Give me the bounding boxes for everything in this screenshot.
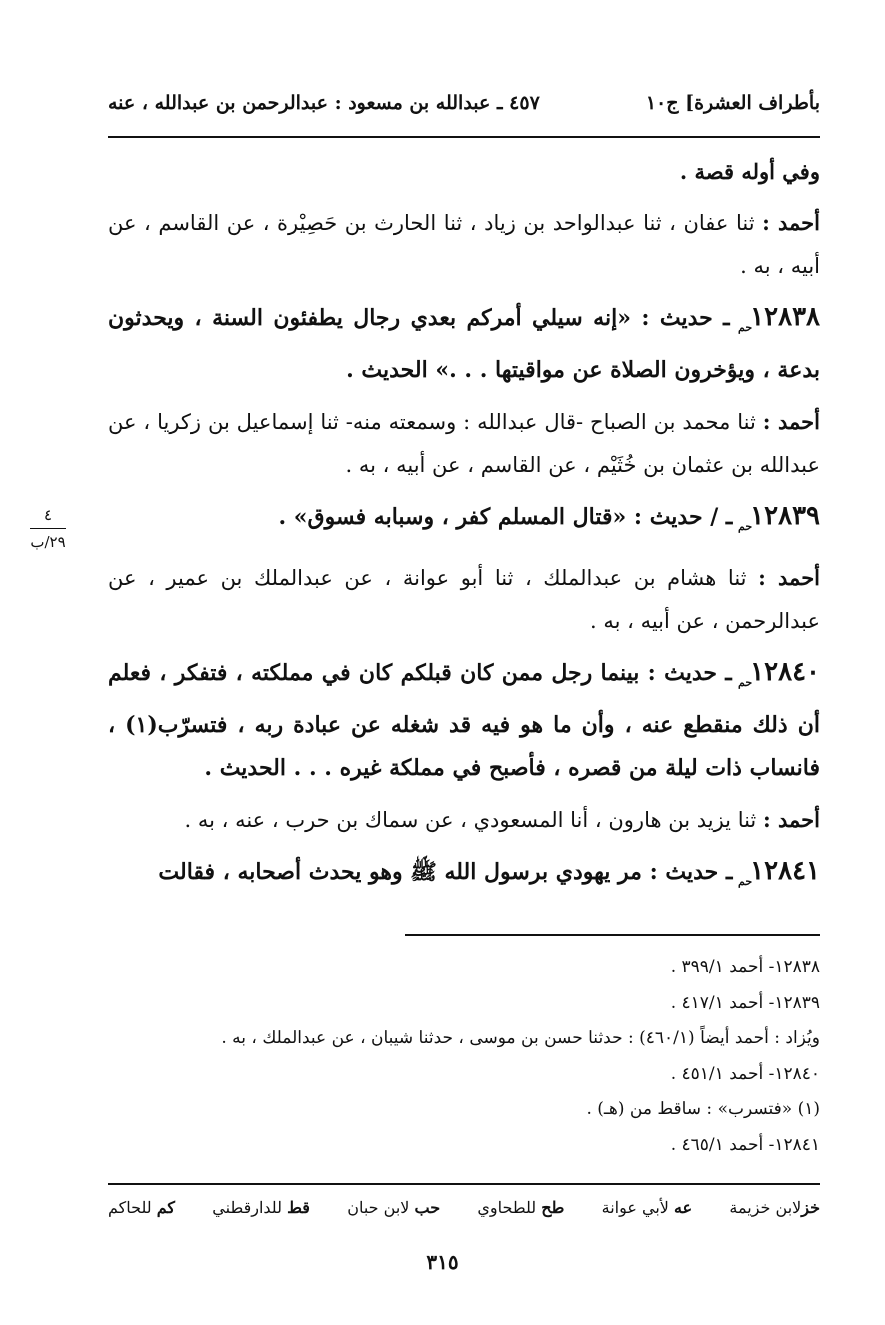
hadith-number: ١٢٨٣٩ bbox=[750, 501, 820, 531]
header-chapter-title: ٤٥٧ ـ عبدالله بن مسعود : عبدالرحمن بن عبدالله ، عنه bbox=[108, 92, 540, 114]
footnote-line: ١٢٨٣٨- أحمد ٣٩٩/١ . bbox=[670, 957, 820, 977]
hadith-12841 bbox=[108, 850, 820, 903]
footnote-line: ١٢٨٤١- أحمد ٤٦٥/١ . bbox=[670, 1134, 820, 1155]
narrator-label: أحمد : bbox=[762, 409, 820, 434]
margin-fraction-bar bbox=[30, 528, 66, 529]
abbreviation-name: لابن خزيمة bbox=[729, 1197, 802, 1217]
header-divider bbox=[108, 136, 820, 138]
isnad-text: ثنا محمد بن الصباح -قال عبدالله : وسمعته منه- ثنا إسماعيل بن زكريا ، عن عبدالله بن عثمان بن خُثَيْم ، عن القاسم ، عن أبيه ، به . bbox=[108, 410, 820, 477]
header-volume-title: بأطراف العشرة] ج١٠ bbox=[645, 92, 820, 114]
narrator-label: أحمد : bbox=[758, 565, 821, 590]
abbreviation-code: كم bbox=[156, 1197, 175, 1217]
abbreviation-code: حب bbox=[414, 1197, 441, 1217]
main-text bbox=[108, 150, 820, 911]
paragraph-isnad-1 bbox=[108, 201, 820, 288]
footnote-divider bbox=[405, 934, 820, 936]
source-symbol: حم bbox=[738, 676, 753, 689]
isnad-text: ثنا يزيد بن هارون ، أنا المسعودي ، عن سماك بن حرب ، عنه ، به . bbox=[184, 808, 763, 832]
margin-folio-number: ٢٩/ب bbox=[30, 533, 66, 551]
footnote-line: (١) «فتسرب» : ساقط من (هـ) . bbox=[586, 1099, 820, 1119]
abbreviation-item bbox=[212, 1198, 310, 1217]
paragraph-isnad-4 bbox=[108, 798, 820, 842]
hadith-12838 bbox=[108, 296, 820, 392]
margin-volume-number: ٤ bbox=[43, 506, 53, 524]
abbreviation-name: للطحاوي bbox=[477, 1197, 537, 1217]
abbreviation-code: عه bbox=[674, 1197, 693, 1217]
hadith-text: ـ حديث : مر يهودي برسول الله ﷺ وهو يحدث أصحابه ، فقالت bbox=[158, 859, 741, 885]
narrator-label: أحمد : bbox=[762, 210, 820, 235]
hadith-12840 bbox=[108, 651, 820, 790]
source-symbol: حم bbox=[738, 875, 753, 888]
abbreviation-code: طح bbox=[541, 1197, 565, 1217]
hadith-number: ١٢٨٤١ bbox=[750, 856, 820, 886]
abbreviation-item bbox=[347, 1198, 440, 1217]
page-number: ٣١٥ bbox=[426, 1250, 459, 1274]
abbreviation-item bbox=[477, 1198, 564, 1217]
abbreviation-code: خز bbox=[801, 1197, 820, 1217]
abbreviation-key bbox=[108, 1193, 820, 1221]
abbreviation-item bbox=[108, 1198, 175, 1217]
hadith-text: ـ حديث : بينما رجل ممن كان قبلكم كان في مملكته ، فتفكر ، فعلم أن ذلك منقطع عنه ، وأن ما هو فيه قد شغله عن عبادة ربه ، فتسرّب(١) ، فانساب ذات ليلة من قصره ، فأصبح في مملكة غيره . . . الحديث . bbox=[108, 660, 820, 781]
abbreviation-item bbox=[729, 1198, 820, 1217]
hadith-text: ـ / حديث : «قتال المسلم كفر ، وسبابه فسوق» . bbox=[278, 504, 741, 530]
hadith-number: ١٢٨٤٠ bbox=[750, 657, 820, 687]
abbreviation-item bbox=[602, 1198, 693, 1217]
source-symbol: حم bbox=[738, 321, 753, 334]
paragraph-isnad-2 bbox=[108, 400, 820, 487]
footnotes bbox=[108, 950, 820, 1163]
abbreviation-code: قط bbox=[287, 1197, 310, 1217]
running-header bbox=[108, 88, 820, 118]
source-symbol: حم bbox=[738, 520, 753, 533]
margin-manuscript-reference bbox=[28, 505, 68, 552]
abbreviation-divider bbox=[108, 1183, 820, 1185]
isnad-text: ثنا هشام بن عبدالملك ، ثنا أبو عوانة ، عن عبدالملك بن عمير ، عن عبدالرحمن ، عن أبيه ، به . bbox=[108, 566, 820, 633]
hadith-12839 bbox=[108, 495, 820, 548]
footnote-line: ١٢٨٤٠- أحمد ٤٥١/١ . bbox=[670, 1063, 820, 1084]
abbreviation-name: لأبي عوانة bbox=[601, 1197, 669, 1217]
abbreviation-name: للدارقطني bbox=[212, 1197, 282, 1217]
hadith-text: ـ حديث : «إنه سيلي أمركم بعدي رجال يطفئون السنة ، ويحدثون بدعة ، ويؤخرون الصلاة عن مواقيتها . . .» الحديث . bbox=[108, 305, 820, 383]
isnad-text: ثنا عفان ، ثنا عبدالواحد بن زياد ، ثنا الحارث بن حَصِيْرة ، عن القاسم ، عن أبيه ، به . bbox=[108, 211, 820, 278]
narrator-label: أحمد : bbox=[762, 807, 820, 832]
footnote-line: ١٢٨٣٩- أحمد ٤١٧/١ . bbox=[670, 992, 820, 1013]
abbreviation-name: للحاكم bbox=[108, 1197, 152, 1217]
abbreviation-name: لابن حبان bbox=[347, 1197, 410, 1217]
footnote-line: ويُزاد : أحمد أيضاً (٤٦٠/١) : حدثنا حسن بن موسى ، حدثنا شيبان ، عن عبدالملك ، به . bbox=[221, 1028, 820, 1048]
paragraph-intro: وفي أوله قصة . bbox=[679, 159, 820, 184]
hadith-number: ١٢٨٣٨ bbox=[750, 302, 820, 332]
paragraph-isnad-3 bbox=[108, 556, 820, 643]
